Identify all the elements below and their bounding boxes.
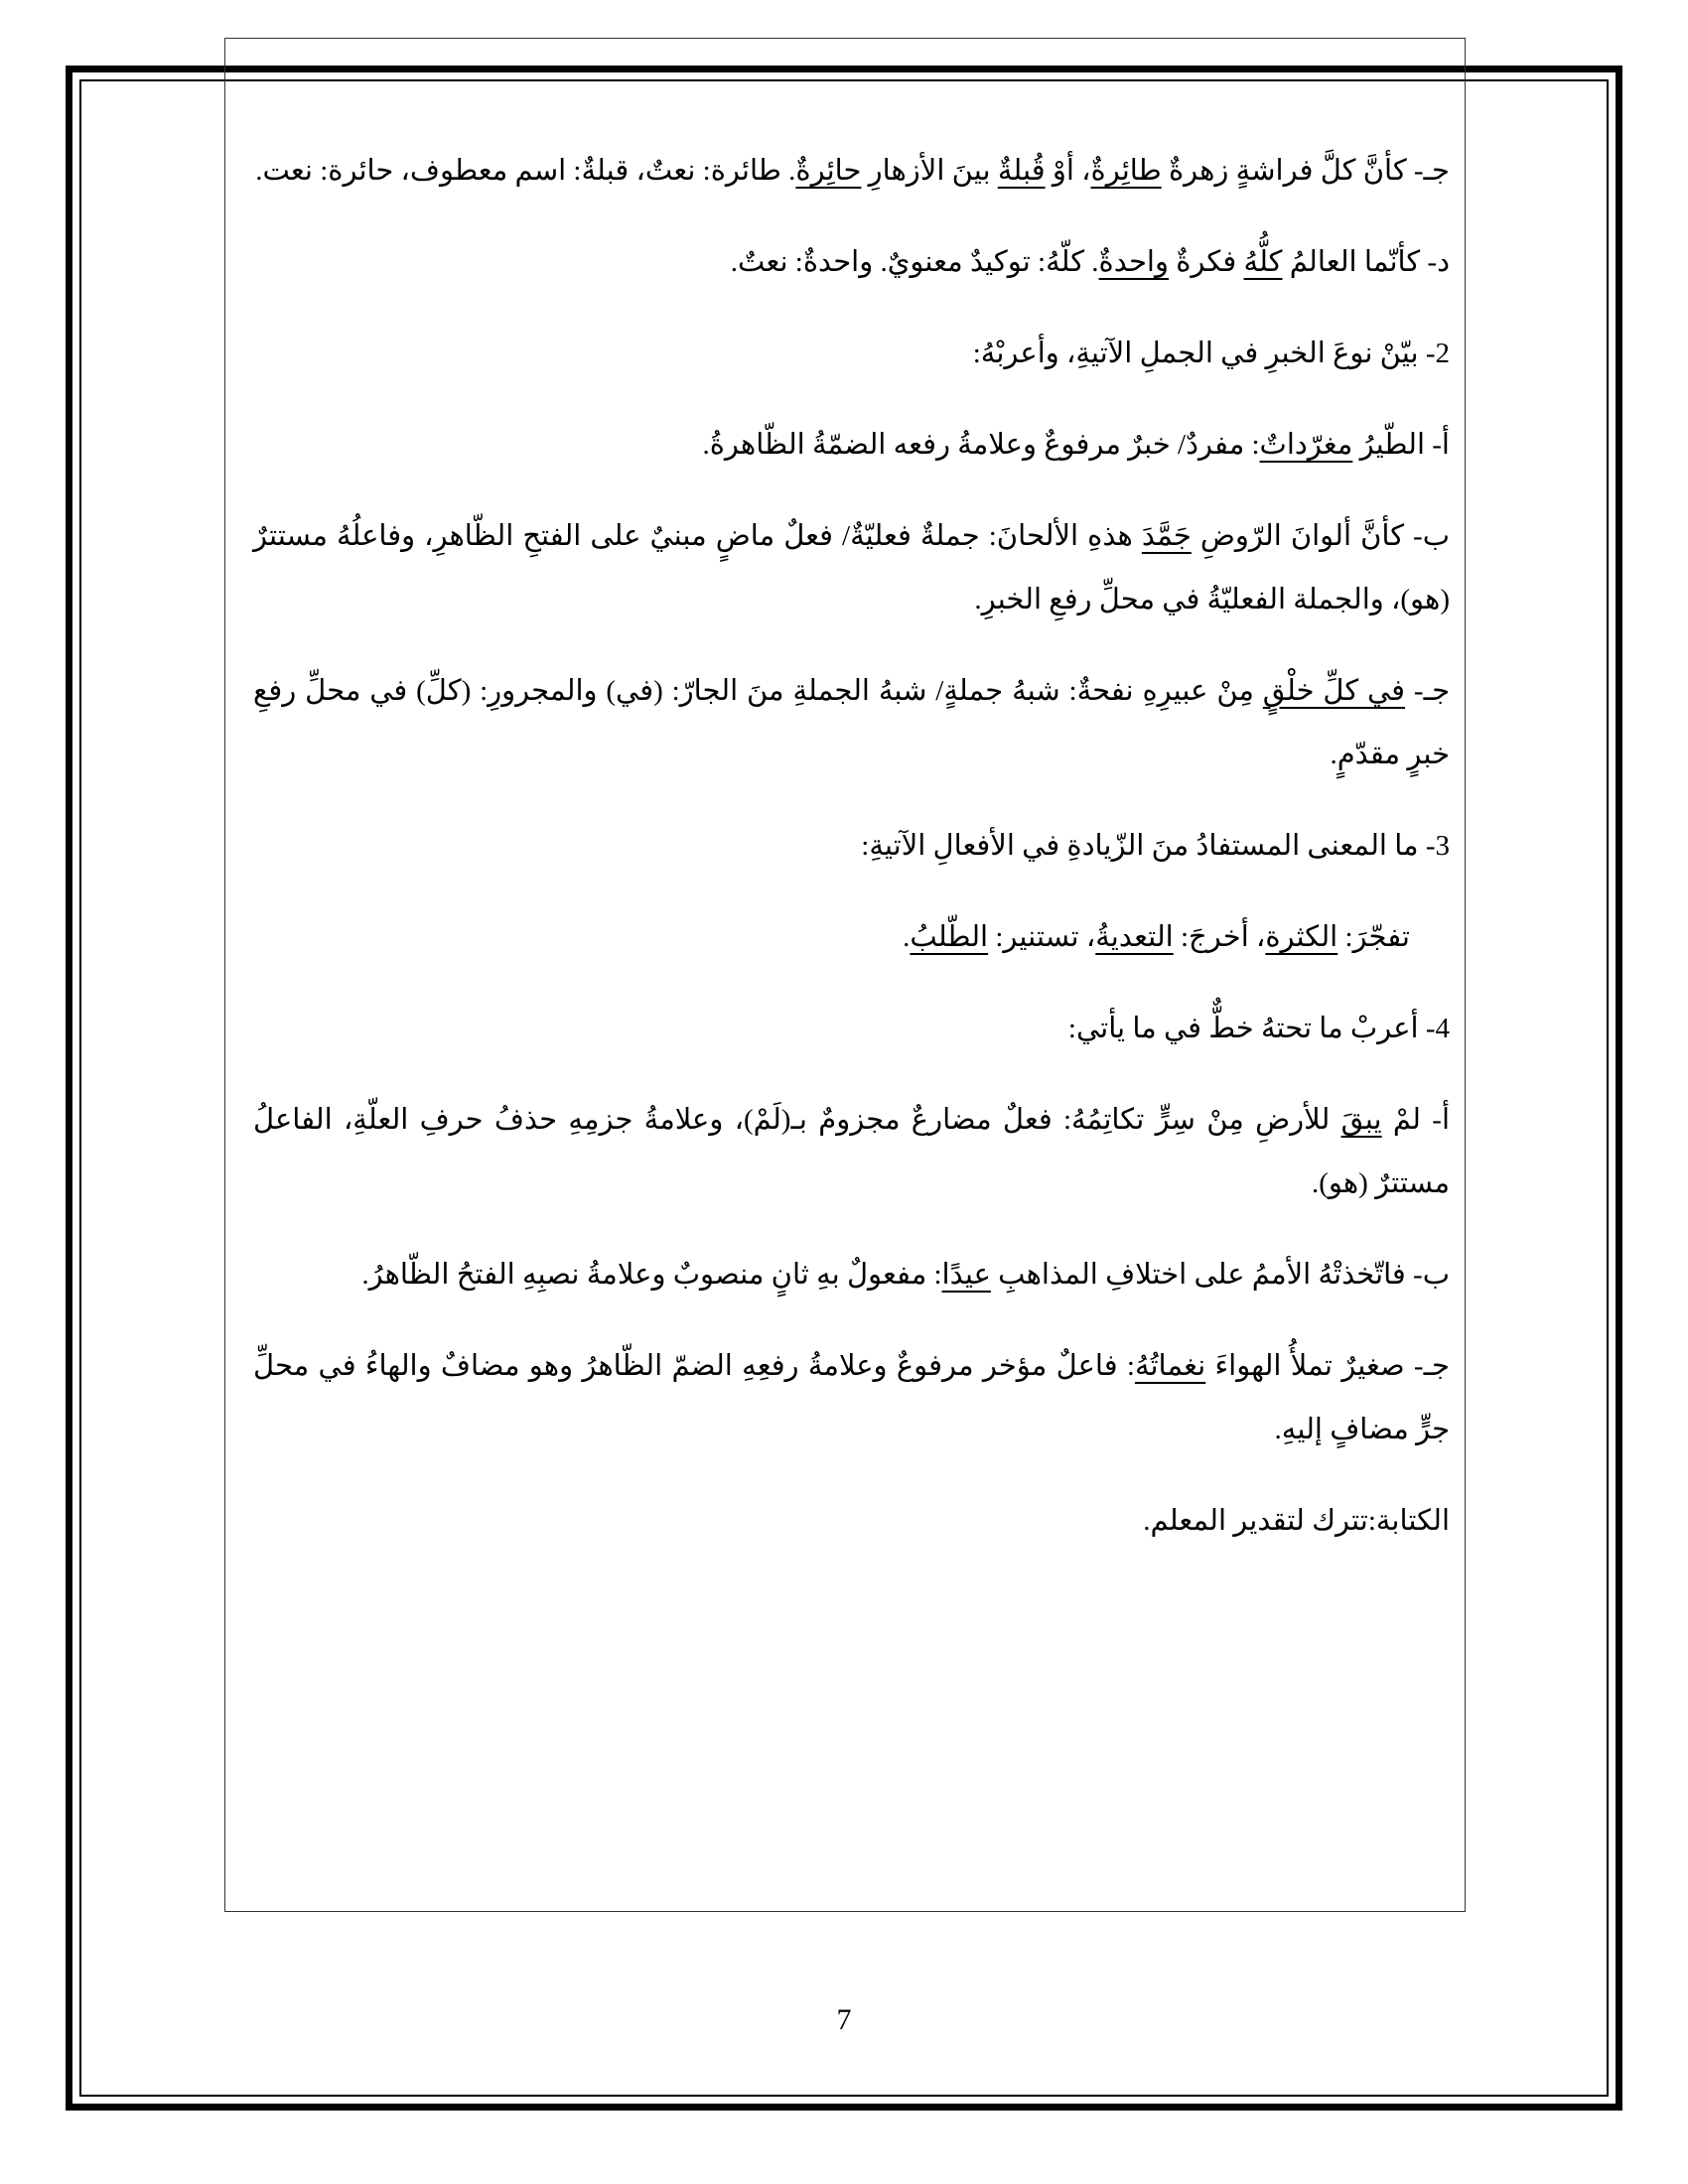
text-segment: . طائرة: نعتٌ، قبلةٌ: اسم معطوف، حائرة: نعت. <box>255 155 796 187</box>
text-segment: 4- أعربْ ما تحتهُ خطٌّ في ما يأتي: <box>1067 1013 1450 1044</box>
text-segment: 3- ما المعنى المستفادُ منَ الزّيادةِ في الأفعالِ الآتيةِ: <box>861 830 1450 862</box>
text-segment: : مفعولٌ بهِ ثانٍ منصوبٌ وعلامةُ نصبِهِ الفتحُ الظّاهرُ. <box>361 1259 942 1291</box>
underlined-term: مغرّداتٌ <box>1259 429 1353 461</box>
underlined-term: في كلِّ خلْقٍ <box>1262 675 1406 707</box>
answer-3 <box>253 905 1450 969</box>
page-number: 7 <box>836 2003 852 2036</box>
text-segment: ، تستنير: <box>988 921 1096 953</box>
answer-4-alif <box>253 1088 1450 1215</box>
answer-2-ba <box>253 504 1450 631</box>
text-segment: : مفردٌ/ خبرٌ مرفوعٌ وعلامةُ رفعه الضمّةُ الظّاهرةُ. <box>702 429 1260 461</box>
question-2-heading <box>253 322 1450 385</box>
underlined-term: عيدًا <box>941 1259 991 1291</box>
answer-key-content <box>253 139 1450 1580</box>
answer-1-jeem <box>253 139 1450 203</box>
text-segment: بينَ الأزهارِ <box>861 155 998 187</box>
writing-note <box>253 1489 1450 1553</box>
text-segment: هذهِ الألحانَ: جملةٌ فعليّةٌ/ فعلٌ ماضٍ مبنيٌ على الفتحِ الظّاهرِ، وفاعلُهُ مستترٌ (هو)، والجملة الفعليّةُ في محلِّ رفعِ الخبرِ. <box>253 520 1450 615</box>
text-segment: ، أوْ <box>1045 155 1091 187</box>
text-segment: . كلّهُ: توكيدٌ معنويٌ. واحدةٌ: نعتٌ. <box>730 246 1099 278</box>
underlined-term: الكثرة <box>1265 921 1338 953</box>
underlined-term: جَمَّدَ <box>1141 520 1192 552</box>
text-segment: جـ- كأنَّ كلَّ فراشةٍ زهرةٌ <box>1161 155 1450 187</box>
underlined-term: قُبلةٌ <box>997 155 1046 187</box>
answer-1-dal <box>253 230 1450 294</box>
underlined-term: يبقَ <box>1340 1104 1382 1136</box>
text-segment: ب- فاتّخذتْهُ الأممُ على اختلافِ المذاهبِ <box>990 1259 1450 1291</box>
text-segment: ، أخرجَ: <box>1173 921 1266 953</box>
underlined-term: نغماتُهُ <box>1134 1350 1206 1382</box>
text-segment: . <box>903 921 911 953</box>
underlined-term: التعديةُ <box>1095 921 1174 953</box>
text-segment: د- كأنّما العالمُ <box>1282 246 1450 278</box>
answer-2-jeem <box>253 659 1450 786</box>
answer-4-jeem <box>253 1334 1450 1461</box>
underlined-term: كلُّهُ <box>1243 246 1283 278</box>
underlined-term: حائِرةٌ <box>795 155 862 187</box>
underlined-term: واحدةٌ <box>1098 246 1169 278</box>
text-segment: : فاعلٌ مؤخر مرفوعٌ وعلامةُ رفعِهِ الضمّ الظّاهرُ وهو مضافٌ والهاءُ في محلِّ جرٍّ مضافٍ إليهِ. <box>253 1350 1450 1445</box>
text-segment: للأرضِ مِنْ سِرٍّ تكاتِمُهُ: فعلٌ مضارعٌ مجزومٌ بـ(لَمْ)، وعلامةُ جزمِهِ حذفُ حرفِ العلّةِ، الفاعلُ مستترٌ (هو). <box>253 1104 1450 1199</box>
text-segment: تفجّرَ: <box>1337 921 1410 953</box>
text-segment: جـ- صغيرٌ تملأُ الهواءَ <box>1205 1350 1450 1382</box>
text-segment: 2- بيّنْ نوعَ الخبرِ في الجملِ الآتيةِ، وأعربْهُ: <box>972 338 1450 369</box>
underlined-term: طائِرةٌ <box>1090 155 1162 187</box>
text-segment: أ- لمْ <box>1381 1104 1451 1136</box>
text-segment: ب- كأنَّ ألوانَ الرّوضِ <box>1191 520 1451 552</box>
question-3-heading <box>253 814 1450 878</box>
text-segment: فكرةٌ <box>1168 246 1244 278</box>
answer-2-alif <box>253 413 1450 477</box>
underlined-term: الطّلبُ <box>910 921 989 953</box>
answer-4-ba <box>253 1243 1450 1306</box>
text-segment: أ- الطّيرُ <box>1352 429 1450 461</box>
text-segment: الكتابة:تترك لتقدير المعلم. <box>1143 1505 1450 1537</box>
text-segment: جـ- <box>1405 675 1450 707</box>
question-4-heading <box>253 997 1450 1060</box>
text-segment: مِنْ عبيرِهِ نفحةٌ: شبهُ جملةٍ/ شبهُ الجملةِ منَ الجارّ: (في) والمجرورِ: (كلِّ) في محلِّ رفعِ خبرٍ مقدّمٍ. <box>253 675 1450 770</box>
